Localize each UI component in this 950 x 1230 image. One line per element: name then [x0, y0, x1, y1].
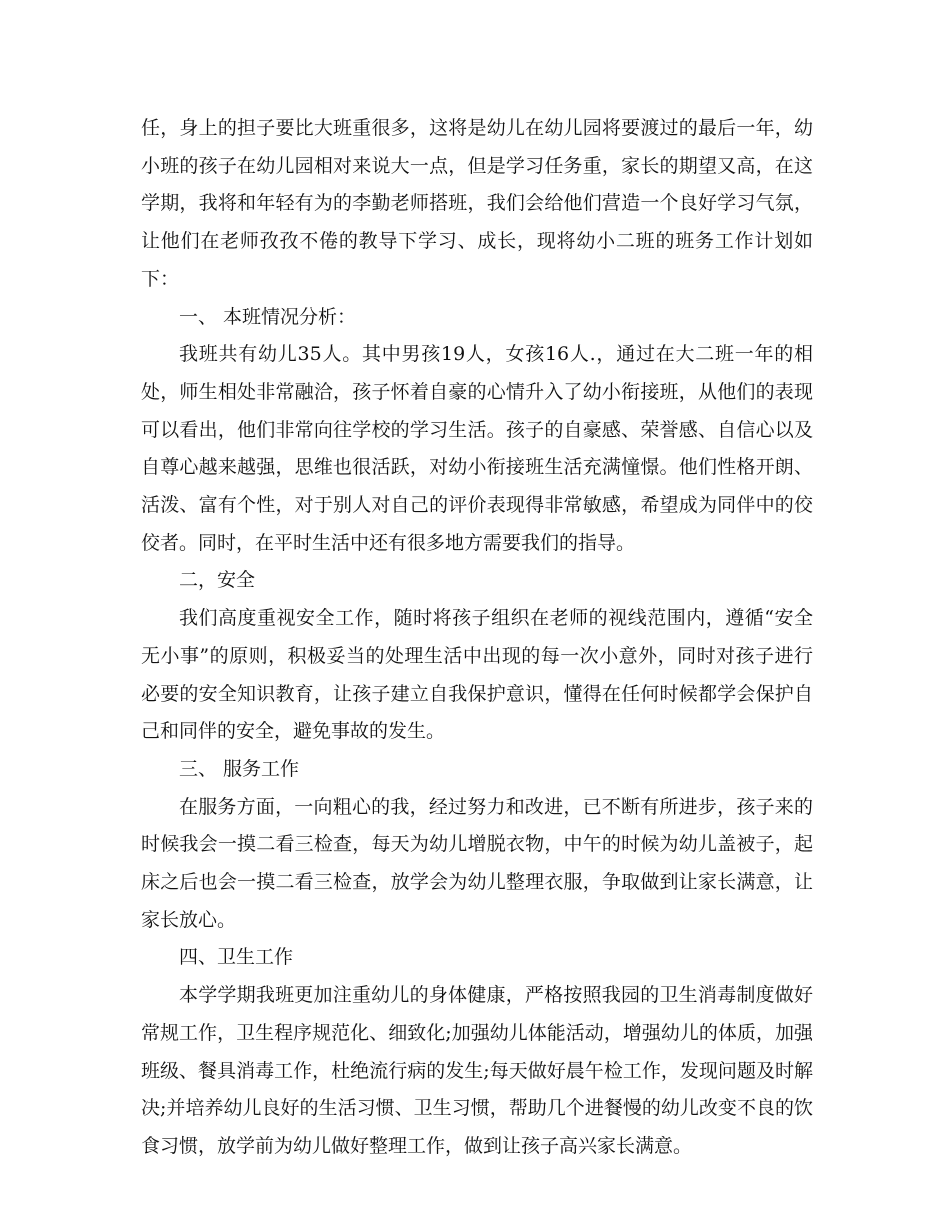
document-page — [141, 110, 813, 1166]
section-heading-class-analysis: 一、 本班情况分析： — [179, 305, 357, 328]
section-heading-safety: 二，安全 — [179, 569, 256, 592]
section-body-hygiene: 本学学期我班更加注重幼儿的身体健康，严格按照我园的卫生消毒制度做好常规工作，卫生程序规范化、细致化;加强幼儿体能活动，增强幼儿的体质，加强班级、餐具消毒工作，杜绝流行病的发生;每天做好晨午检工作，发现问题及时解决;并培养幼儿良好的生活习惯、卫生习惯，帮助几个进餐慢的幼儿改变不良的饮食习惯，放学前为幼儿做好整理工作，做到让孩子高兴家长满意。 — [141, 984, 813, 1157]
section-heading-hygiene: 四、卫生工作 — [179, 946, 294, 969]
intro-paragraph: 任，身上的担子要比大班重很多，这将是幼儿在幼儿园将要渡过的最后一年，幼小班的孩子在幼儿园相对来说大一点，但是学习任务重，家长的期望又高，在这学期，我将和年轻有为的李勤老师搭班，我们会给他们营造一个良好学习气氛，让他们在老师孜孜不倦的教导下学习、成长，现将幼小二班的班务工作计划如下： — [141, 117, 813, 290]
section-body-class-analysis: 我班共有幼儿35人。其中男孩19人，女孩16人.，通过在大二班一年的相处，师生相处非常融洽，孩子怀着自豪的心情升入了幼小衔接班，从他们的表现可以看出，他们非常向往学校的学习生活。孩子的自豪感、荣誉感、自信心以及自尊心越来越强，思维也很活跃，对幼小衔接班生活充满憧憬。他们性格开朗、活泼、富有个性，对于别人对自己的评价表现得非常敏感，希望成为同伴中的佼佼者。同时，在平时生活中还有很多地方需要我们的指导。 — [141, 343, 813, 554]
section-body-safety: 我们高度重视安全工作，随时将孩子组织在老师的视线范围内，遵循“安全无小事”的原则，积极妥当的处理生活中出现的每一次小意外，同时对孩子进行必要的安全知识教育，让孩子建立自我保护意识，懂得在任何时候都学会保护自己和同伴的安全，避免事故的发生。 — [141, 607, 813, 743]
section-heading-service: 三、 服务工作 — [179, 757, 300, 780]
section-body-service: 在服务方面，一向粗心的我，经过努力和改进，已不断有所进步，孩子来的时候我会一摸二看三检查，每天为幼儿增脱衣物，中午的时候为幼儿盖被子，起床之后也会一摸二看三检查，放学会为幼儿整理衣服，争取做到让家长满意，让家长放心。 — [141, 795, 813, 931]
